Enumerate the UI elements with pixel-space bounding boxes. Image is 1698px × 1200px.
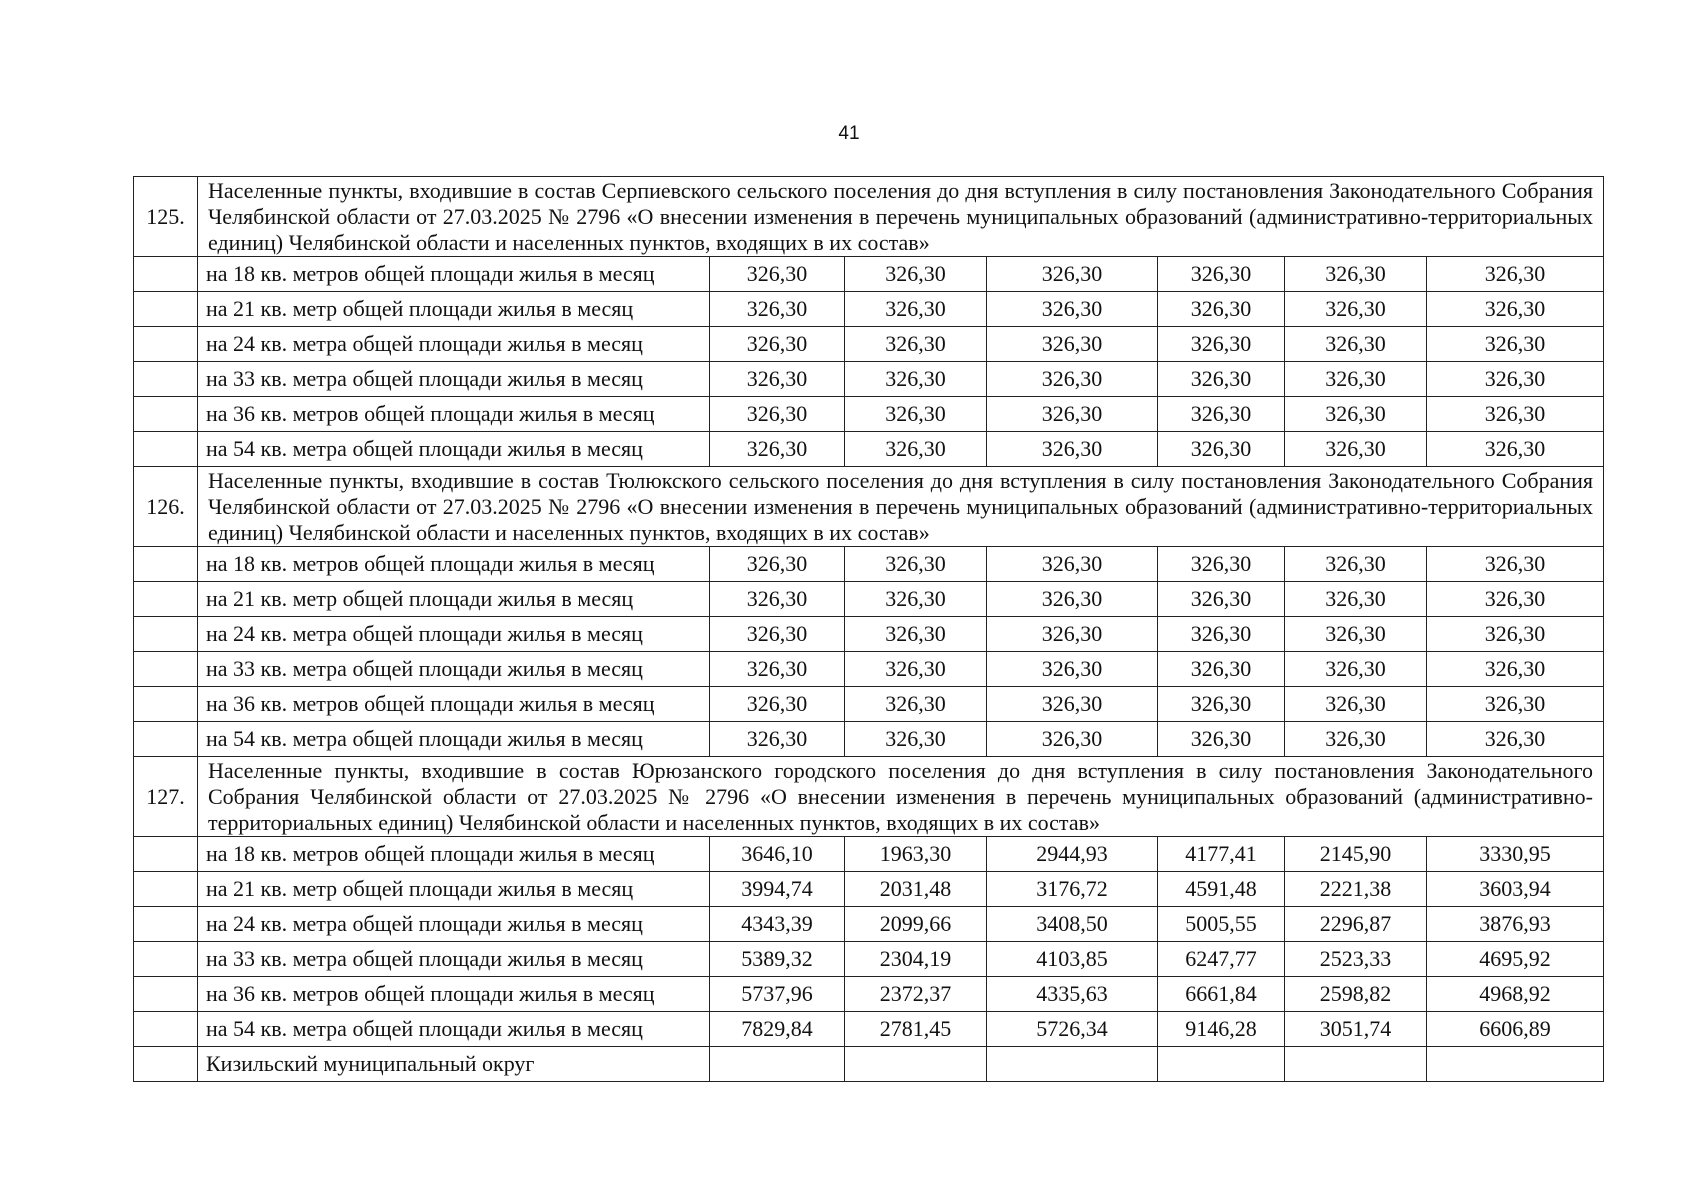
row-label: на 24 кв. метра общей площади жилья в месяц: [198, 617, 710, 652]
row-label: на 21 кв. метр общей площади жилья в месяц: [198, 582, 710, 617]
row-label: на 18 кв. метров общей площади жилья в месяц: [198, 547, 710, 582]
value-cell: 326,30: [1285, 582, 1427, 617]
row-number-cell: [134, 942, 198, 977]
value-cell: [1158, 1047, 1285, 1082]
value-cell: 326,30: [710, 397, 845, 432]
value-cell: 326,30: [1285, 292, 1427, 327]
value-cell: 326,30: [1285, 362, 1427, 397]
row-label: на 21 кв. метр общей площади жилья в месяц: [198, 292, 710, 327]
table-row: [134, 837, 1604, 872]
value-cell: 326,30: [1285, 397, 1427, 432]
value-cell: 326,30: [1158, 397, 1285, 432]
value-cell: 326,30: [987, 362, 1158, 397]
row-number-cell: [134, 327, 198, 362]
value-cell: 326,30: [1285, 257, 1427, 292]
value-cell: 326,30: [1285, 687, 1427, 722]
table-row: [134, 722, 1604, 757]
table-row: [134, 617, 1604, 652]
value-cell: 2296,87: [1285, 907, 1427, 942]
table-body: [134, 177, 1604, 1082]
row-number-cell: [134, 687, 198, 722]
value-cell: 2031,48: [845, 872, 987, 907]
table-row: [134, 362, 1604, 397]
row-label: на 54 кв. метра общей площади жилья в месяц: [198, 1012, 710, 1047]
row-number-cell: [134, 907, 198, 942]
value-cell: [987, 1047, 1158, 1082]
value-cell: 326,30: [845, 582, 987, 617]
value-cell: 326,30: [710, 292, 845, 327]
value-cell: 326,30: [1158, 617, 1285, 652]
table-row: [134, 432, 1604, 467]
value-cell: 5005,55: [1158, 907, 1285, 942]
value-cell: 326,30: [845, 397, 987, 432]
value-cell: 326,30: [1427, 257, 1604, 292]
row-label: на 18 кв. метров общей площади жилья в месяц: [198, 257, 710, 292]
value-cell: 326,30: [845, 547, 987, 582]
value-cell: 326,30: [987, 617, 1158, 652]
value-cell: 4103,85: [987, 942, 1158, 977]
value-cell: 326,30: [1427, 547, 1604, 582]
value-cell: 326,30: [1158, 652, 1285, 687]
table-row: [134, 687, 1604, 722]
value-cell: 3176,72: [987, 872, 1158, 907]
group-header-row: [134, 177, 1604, 257]
group-header-row: [134, 467, 1604, 547]
value-cell: [710, 1047, 845, 1082]
row-number-cell: [134, 362, 198, 397]
row-label: на 24 кв. метра общей площади жилья в месяц: [198, 327, 710, 362]
value-cell: 326,30: [1285, 652, 1427, 687]
value-cell: 326,30: [1158, 722, 1285, 757]
value-cell: 4591,48: [1158, 872, 1285, 907]
table-row: [134, 582, 1604, 617]
group-title: Населенные пункты, входившие в состав Серпиевского сельского поселения до дня вступления в силу постановления Законодательного Собрания Челябинской области от 27.03.2025 № 2796 «О внесении изменения в перечень муниципальных образований (административно-территориальных единиц) Челябинской области и населенных пунктов, входящих в их состав»: [198, 177, 1604, 257]
value-cell: 326,30: [845, 362, 987, 397]
value-cell: 326,30: [1427, 432, 1604, 467]
row-label: на 24 кв. метра общей площади жилья в месяц: [198, 907, 710, 942]
table-row: [134, 907, 1604, 942]
value-cell: 2304,19: [845, 942, 987, 977]
value-cell: 3330,95: [1427, 837, 1604, 872]
value-cell: 3876,93: [1427, 907, 1604, 942]
row-number-cell: [134, 257, 198, 292]
row-label: на 18 кв. метров общей площади жилья в месяц: [198, 837, 710, 872]
row-label: на 36 кв. метров общей площади жилья в месяц: [198, 977, 710, 1012]
group-title: Населенные пункты, входившие в состав Тюлюкского сельского поселения до дня вступления в силу постановления Законодательного Собрания Челябинской области от 27.03.2025 № 2796 «О внесении изменения в перечень муниципальных образований (административно-территориальных единиц) Челябинской области и населенных пунктов, входящих в их состав»: [198, 467, 1604, 547]
value-cell: 2523,33: [1285, 942, 1427, 977]
value-cell: 326,30: [845, 292, 987, 327]
value-cell: 326,30: [1285, 547, 1427, 582]
value-cell: 326,30: [710, 687, 845, 722]
value-cell: 326,30: [987, 432, 1158, 467]
table-row: [134, 397, 1604, 432]
value-cell: 4335,63: [987, 977, 1158, 1012]
row-number-cell: [134, 837, 198, 872]
value-cell: 326,30: [1427, 362, 1604, 397]
value-cell: 2598,82: [1285, 977, 1427, 1012]
value-cell: 326,30: [987, 547, 1158, 582]
group-number: 125.: [134, 177, 198, 257]
table-row: [134, 547, 1604, 582]
value-cell: 2372,37: [845, 977, 987, 1012]
value-cell: 326,30: [710, 652, 845, 687]
table-row: [134, 327, 1604, 362]
table-row: [134, 292, 1604, 327]
row-number-cell: [134, 1047, 198, 1082]
value-cell: 326,30: [845, 257, 987, 292]
value-cell: 6606,89: [1427, 1012, 1604, 1047]
table-row: [134, 942, 1604, 977]
value-cell: 326,30: [845, 722, 987, 757]
district-label: Кизильский муниципальный округ: [198, 1047, 710, 1082]
table-row: [134, 977, 1604, 1012]
value-cell: 326,30: [1427, 397, 1604, 432]
value-cell: 326,30: [1158, 327, 1285, 362]
row-label: на 36 кв. метров общей площади жилья в месяц: [198, 687, 710, 722]
row-number-cell: [134, 397, 198, 432]
row-label: на 33 кв. метра общей площади жилья в месяц: [198, 652, 710, 687]
row-number-cell: [134, 1012, 198, 1047]
value-cell: 3646,10: [710, 837, 845, 872]
value-cell: 4343,39: [710, 907, 845, 942]
value-cell: 2145,90: [1285, 837, 1427, 872]
value-cell: 5389,32: [710, 942, 845, 977]
table-row: [134, 872, 1604, 907]
row-label: на 54 кв. метра общей площади жилья в месяц: [198, 722, 710, 757]
value-cell: 6247,77: [1158, 942, 1285, 977]
row-number-cell: [134, 977, 198, 1012]
value-cell: 326,30: [1158, 547, 1285, 582]
row-label: на 36 кв. метров общей площади жилья в месяц: [198, 397, 710, 432]
group-header-row: [134, 757, 1604, 837]
row-number-cell: [134, 292, 198, 327]
value-cell: 326,30: [1285, 327, 1427, 362]
value-cell: 4695,92: [1427, 942, 1604, 977]
value-cell: 5726,34: [987, 1012, 1158, 1047]
row-number-cell: [134, 872, 198, 907]
table-row: [134, 652, 1604, 687]
value-cell: 326,30: [1427, 292, 1604, 327]
value-cell: 3994,74: [710, 872, 845, 907]
value-cell: 326,30: [1285, 722, 1427, 757]
table-row: [134, 257, 1604, 292]
value-cell: 5737,96: [710, 977, 845, 1012]
row-number-cell: [134, 582, 198, 617]
value-cell: 326,30: [710, 362, 845, 397]
value-cell: 326,30: [987, 327, 1158, 362]
value-cell: 326,30: [710, 257, 845, 292]
row-number-cell: [134, 432, 198, 467]
value-cell: 3408,50: [987, 907, 1158, 942]
value-cell: 326,30: [710, 432, 845, 467]
value-cell: 326,30: [1427, 617, 1604, 652]
row-number-cell: [134, 652, 198, 687]
value-cell: 326,30: [987, 397, 1158, 432]
value-cell: 9146,28: [1158, 1012, 1285, 1047]
group-title: Населенные пункты, входившие в состав Юрюзанского городского поселения до дня вступления в силу постановления Законодательного Собрания Челябинской области от 27.03.2025 № 2796 «О внесении изменения в перечень муниципальных образований (административно-территориальных единиц) Челябинской области и населенных пунктов, входящих в их состав»: [198, 757, 1604, 837]
value-cell: 326,30: [1158, 292, 1285, 327]
value-cell: 2781,45: [845, 1012, 987, 1047]
row-number-cell: [134, 547, 198, 582]
value-cell: 326,30: [1427, 327, 1604, 362]
value-cell: 4177,41: [1158, 837, 1285, 872]
value-cell: 326,30: [845, 687, 987, 722]
value-cell: 326,30: [1158, 582, 1285, 617]
value-cell: 326,30: [845, 432, 987, 467]
value-cell: 326,30: [987, 292, 1158, 327]
value-cell: 326,30: [1285, 617, 1427, 652]
value-cell: 2099,66: [845, 907, 987, 942]
value-cell: 326,30: [987, 257, 1158, 292]
value-cell: 1963,30: [845, 837, 987, 872]
value-cell: 6661,84: [1158, 977, 1285, 1012]
value-cell: 3603,94: [1427, 872, 1604, 907]
value-cell: 326,30: [1158, 687, 1285, 722]
value-cell: 326,30: [987, 582, 1158, 617]
value-cell: 7829,84: [710, 1012, 845, 1047]
value-cell: 326,30: [1158, 257, 1285, 292]
value-cell: 326,30: [710, 617, 845, 652]
value-cell: [1427, 1047, 1604, 1082]
value-cell: 2944,93: [987, 837, 1158, 872]
value-cell: 3051,74: [1285, 1012, 1427, 1047]
value-cell: 326,30: [845, 652, 987, 687]
value-cell: 326,30: [1427, 722, 1604, 757]
value-cell: 326,30: [1427, 652, 1604, 687]
value-cell: 326,30: [710, 722, 845, 757]
tariff-table: [133, 176, 1604, 1082]
row-number-cell: [134, 722, 198, 757]
page-number: 41: [838, 123, 860, 144]
value-cell: 326,30: [1158, 362, 1285, 397]
value-cell: 2221,38: [1285, 872, 1427, 907]
district-row: [134, 1047, 1604, 1082]
row-label: на 33 кв. метра общей площади жилья в месяц: [198, 942, 710, 977]
value-cell: 326,30: [845, 617, 987, 652]
value-cell: 326,30: [987, 722, 1158, 757]
table-row: [134, 1012, 1604, 1047]
row-label: на 33 кв. метра общей площади жилья в месяц: [198, 362, 710, 397]
value-cell: [845, 1047, 987, 1082]
value-cell: 326,30: [987, 687, 1158, 722]
value-cell: 4968,92: [1427, 977, 1604, 1012]
value-cell: 326,30: [845, 327, 987, 362]
value-cell: 326,30: [1285, 432, 1427, 467]
value-cell: 326,30: [1427, 687, 1604, 722]
value-cell: 326,30: [1158, 432, 1285, 467]
group-number: 127.: [134, 757, 198, 837]
value-cell: 326,30: [987, 652, 1158, 687]
row-label: на 21 кв. метр общей площади жилья в месяц: [198, 872, 710, 907]
value-cell: [1285, 1047, 1427, 1082]
row-number-cell: [134, 617, 198, 652]
value-cell: 326,30: [710, 582, 845, 617]
value-cell: 326,30: [1427, 582, 1604, 617]
value-cell: 326,30: [710, 547, 845, 582]
group-number: 126.: [134, 467, 198, 547]
value-cell: 326,30: [710, 327, 845, 362]
row-label: на 54 кв. метра общей площади жилья в месяц: [198, 432, 710, 467]
